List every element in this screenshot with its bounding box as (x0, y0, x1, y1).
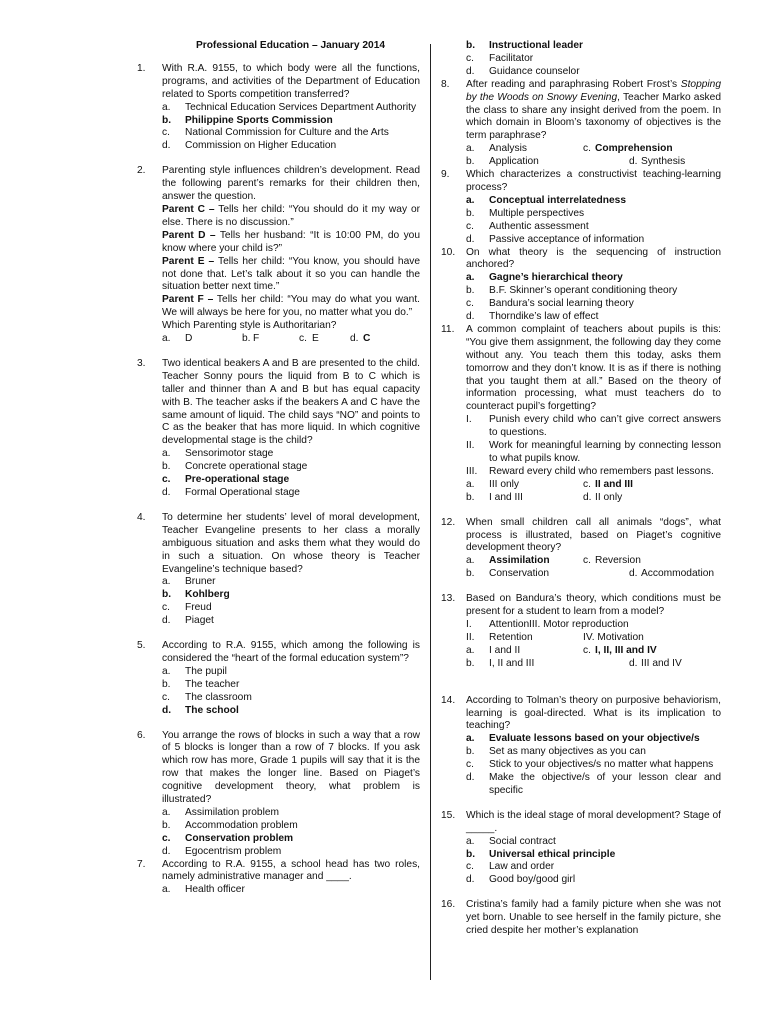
question-15 (441, 810, 721, 887)
option-text: Conceptual interrelatedness (489, 194, 627, 206)
option-letter: b. (162, 589, 172, 601)
inline-options (162, 333, 420, 346)
option-text: Accommodation (641, 568, 715, 580)
option-text: E (312, 333, 319, 345)
option-letter: a. (162, 806, 171, 818)
options-list (466, 836, 721, 888)
question-number: 13. (441, 593, 456, 605)
option-letter: c. (583, 143, 591, 155)
question-3 (137, 358, 420, 500)
option-text: Evaluate lessons based on your objective/s (489, 733, 700, 745)
options-row-1 (466, 479, 721, 492)
question-stem: With R.A. 9155, to which body were all the functions, programs, and activities of the Department of Education related to Sports competition transferred? (162, 62, 420, 100)
left-column (137, 40, 420, 897)
option-text: Technical Education Services Department Authority (185, 101, 417, 113)
option-letter: a. (162, 101, 171, 113)
option-text: D (185, 333, 193, 345)
option-text-answer: Assimilation (489, 555, 550, 567)
stem-text: After reading and paraphrasing Robert Frost’s (466, 78, 681, 90)
options-row-1 (466, 555, 721, 568)
option-text: Universal ethical principle (489, 848, 616, 860)
option-d (162, 140, 420, 153)
option-c (162, 127, 420, 140)
options-list (162, 448, 420, 500)
question-4 (137, 512, 420, 628)
parent-f-remark (162, 294, 420, 320)
option-letter: b. (162, 461, 171, 473)
option-letter: c. (466, 220, 474, 232)
question-stem: A common complaint of teachers about pupils is this: “You give them assignment, the following day they come without any. You teach them this today, asks them tomorrow and they don’t know. It is as if there is nothing that you taught them at all.” Based on the theory of information processing, what must teachers do to counteract pupil’s forgetting? (466, 323, 721, 413)
question-1 (137, 63, 420, 153)
question-number: 5. (137, 640, 146, 652)
question-stem: You arrange the rows of blocks in such a way that a row of 5 blocks is longer than a row of 7 blocks. If you ask which row has more, Grade 1 pupils will say that it is the row that makes the longer line. Based on Piaget’s cognitive development theory, what problem is illustrated? (162, 729, 420, 806)
option-text: Punish every child who can’t give correct answers to questions. (489, 414, 721, 439)
option-c (466, 53, 721, 66)
question-number: 3. (137, 357, 146, 369)
question-stem: Parenting style influences children’s development. Read the following parent’s remarks for their children then, answer the question. (162, 165, 420, 203)
option-c (162, 692, 420, 705)
parent-d-remark (162, 230, 420, 256)
option-text: II only (595, 491, 623, 503)
option-letter: d. (162, 487, 171, 498)
option-letter: d. (629, 568, 638, 580)
option-text: Conservation problem (185, 832, 294, 844)
parent-label: Parent D – (162, 229, 216, 241)
option-letter: c. (162, 691, 170, 703)
question-number: 15. (441, 809, 456, 821)
option-letter: a. (162, 884, 171, 896)
option-text-answer: Comprehension (595, 143, 673, 155)
option-letter: c. (299, 333, 307, 345)
roman-option-2 (466, 440, 721, 466)
option-text: Concrete operational stage (185, 461, 308, 473)
option-text: Philippine Sports Commission (185, 114, 333, 126)
parent-text: Tells her child: “You know, you should have not done that. Let’s talk about it so you can handle the situation better next time.” (162, 255, 420, 293)
option-letter: d. (466, 874, 475, 886)
parent-label: Parent E – (162, 255, 215, 267)
option-c-answer (162, 474, 420, 487)
option-letter: b. (466, 491, 475, 503)
option-text: The teacher (185, 678, 240, 690)
option-letter: c. (466, 298, 474, 310)
condition-text: III. Motor reproduction (529, 618, 629, 630)
option-text: III only (489, 478, 520, 490)
options-list (162, 102, 420, 154)
option-text: Social contract (489, 835, 556, 847)
option-c (466, 298, 721, 311)
question-10 (441, 247, 721, 324)
question-8 (441, 79, 721, 169)
question-number: 11. (441, 323, 455, 335)
condition-text: IV. Motivation (583, 631, 644, 643)
option-letter: c. (583, 644, 591, 656)
question-number: 2. (137, 165, 146, 177)
question-prompt: Which Parenting style is Authoritarian? (162, 320, 337, 332)
options-row-1 (466, 645, 721, 658)
option-b (162, 461, 420, 474)
option-text: Instructional leader (489, 40, 583, 51)
option-text: Egocentrism problem (185, 845, 282, 857)
option-text: Application (489, 156, 539, 168)
option-text: Freud (185, 602, 212, 614)
option-letter: d. (629, 156, 638, 168)
option-text: Piaget (185, 615, 214, 627)
options-row-1 (466, 143, 721, 156)
option-d (162, 846, 420, 859)
question-14 (441, 695, 721, 798)
option-b-answer (466, 849, 721, 862)
option-letter: d. (162, 140, 171, 152)
question-11 (441, 324, 721, 505)
question-stem: When small children call all animals “dogs”, what process is illustrated, based on Piaget’s cognitive development theory? (466, 516, 721, 554)
question-stem: Two identical beakers A and B are presented to the child. Teacher Sonny pours the liquid from B to C which is taller and thinner than A and B but has equal capacity with B. The teacher asks if the beakers A and C have the same amount of liquid. The child says “NO” and points to C as the beaker that has more liquid. In which cognitive developmental stage is the child? (162, 357, 420, 447)
roman-numeral: I. (466, 618, 472, 630)
option-text: Set as many objectives as you can (489, 746, 646, 758)
question-13 (441, 593, 721, 670)
parent-text: Tells her husband: “It is 10:00 PM, do you know where your child is?” (162, 229, 420, 254)
option-letter: a. (162, 576, 171, 588)
stem-text: , Teacher Marko asked the class to share any insight derived from the poem. In which domain in Bloom’s taxonomy of objectives is the term paraphrase? (466, 91, 721, 142)
question-7-continued (441, 40, 721, 79)
options-list (466, 272, 721, 324)
option-letter: a. (466, 555, 475, 567)
option-a-answer (466, 195, 721, 208)
question-number: 8. (441, 78, 450, 90)
question-stem: To determine her students’ level of moral development, Teacher Evangeline presents to her class a morally ambiguous situation and asks them what they would do in such a situation. On whose theory is Teacher Evangeline’s technique based? (162, 511, 420, 575)
question-stem: Which characterizes a constructivist teaching-learning process? (466, 169, 721, 193)
option-b (466, 746, 721, 759)
option-d (466, 66, 721, 79)
right-column (441, 40, 721, 938)
option-text: Gagne’s hierarchical theory (489, 272, 623, 284)
roman-numeral: II. (466, 631, 475, 643)
question-stem: According to R.A. 9155, a school head has two roles, namely administrative manager and ____. (162, 858, 420, 883)
option-d (466, 874, 721, 887)
question-stem: Cristina’s family had a family picture when she was not yet born. Unable to see herself in the family picture, she cried despite her mother’s explanation (466, 899, 721, 937)
option-letter: c. (162, 832, 171, 844)
option-letter: c. (162, 602, 170, 614)
options-list (466, 195, 721, 247)
conditions-row-2 (466, 632, 721, 645)
option-a (162, 102, 420, 115)
option-text: Thorndike’s law of effect (489, 311, 599, 323)
condition-text: Attention (489, 618, 530, 630)
option-letter: b. (466, 156, 475, 168)
option-letter: c. (466, 759, 474, 771)
question-stem: According to Tolman’s theory on purposive behaviorism, learning is goal-directed. What is its implication to teaching? (466, 694, 721, 732)
option-letter: d. (162, 845, 171, 857)
question-number: 14. (441, 694, 456, 706)
option-letter: b. (466, 657, 475, 669)
option-text: F (253, 333, 260, 345)
roman-option-3 (466, 466, 721, 479)
option-letter: d. (350, 333, 359, 345)
option-letter: d. (466, 772, 475, 784)
option-text: Sensorimotor stage (185, 448, 274, 460)
option-text-answer: C (363, 333, 371, 345)
option-letter: b. (466, 207, 475, 219)
option-a (162, 448, 420, 461)
option-letter: c. (162, 474, 171, 486)
option-c (466, 759, 721, 772)
option-letter: a. (466, 478, 475, 490)
option-text: The school (185, 704, 239, 716)
option-text: III and IV (641, 657, 682, 669)
roman-options (466, 414, 721, 479)
option-letter: d. (466, 233, 475, 245)
option-text: B.F. Skinner’s operant conditioning theory (489, 285, 678, 297)
option-d (466, 311, 721, 324)
option-text: Assimilation problem (185, 806, 279, 818)
question-5 (137, 640, 420, 717)
option-b (466, 285, 721, 298)
options-list (162, 576, 420, 628)
option-text: Make the objective/s of your lesson clear and specific (489, 772, 721, 796)
option-letter: b. (162, 678, 171, 690)
option-letter: d. (583, 491, 592, 503)
options-row-2 (466, 658, 721, 671)
option-letter: a. (466, 143, 475, 155)
option-b (162, 820, 420, 833)
option-text: Analysis (489, 143, 527, 155)
option-text: National Commission for Culture and the Arts (185, 127, 389, 139)
question-16 (441, 899, 721, 938)
option-letter: a. (162, 448, 171, 460)
option-text: I and II (489, 644, 521, 656)
question-number: 10. (441, 246, 456, 258)
question-stem: According to R.A. 9155, which among the following is considered the “heart of the formal education system”? (162, 640, 420, 664)
option-text: The pupil (185, 665, 227, 677)
option-text: Bandura’s social learning theory (489, 298, 634, 310)
option-text: Conservation (489, 568, 550, 580)
question-number: 4. (137, 511, 146, 523)
poem-title: Stopping by the Woods on Snowy Evening (466, 78, 721, 103)
question-number: 16. (441, 899, 456, 911)
options-list (162, 807, 420, 859)
conditions-row-1 (466, 619, 721, 632)
question-9 (441, 169, 721, 246)
roman-numeral: II. (466, 440, 475, 452)
option-text: Good boy/good girl (489, 874, 576, 886)
option-letter: d. (466, 311, 475, 323)
roman-numeral: III. (466, 465, 478, 477)
option-letter: d. (466, 65, 475, 77)
option-letter: d. (162, 704, 172, 716)
option-letter: c. (583, 555, 591, 567)
option-letter: a. (466, 272, 475, 284)
question-stem (466, 79, 721, 144)
question-12 (441, 517, 721, 582)
option-text: Commission on Higher Education (185, 140, 337, 152)
option-a (466, 836, 721, 849)
options-list (162, 666, 420, 718)
question-stem: Based on Bandura’s theory, which conditions must be present for a student to learn from a model? (466, 593, 721, 618)
parent-label: Parent C – (162, 203, 215, 215)
option-a (162, 666, 420, 679)
option-d-answer (162, 705, 420, 718)
option-letter: b. (466, 285, 475, 297)
parent-e-remark (162, 256, 420, 295)
option-text-answer: I, II, III and IV (595, 644, 657, 656)
options-row-2 (466, 492, 721, 505)
options-row-2 (466, 568, 721, 581)
option-text: Authentic assessment (489, 220, 589, 232)
parent-text: Tells her child: “You may do what you want. We will always be here for you, no matter what you do.” (162, 294, 420, 319)
parent-c-remark (162, 204, 420, 230)
question-number: 12. (441, 516, 456, 528)
question-6 (137, 730, 420, 859)
parent-text: Tells her child: “You should do it my way or else. There is no discussion.” (162, 203, 420, 228)
option-d (466, 234, 721, 247)
option-letter: a. (162, 665, 171, 677)
option-letter: b. (242, 333, 251, 345)
option-text: Guidance counselor (489, 65, 580, 77)
option-letter: a. (466, 733, 475, 745)
option-text: Passive acceptance of information (489, 233, 645, 245)
option-b-answer (162, 589, 420, 602)
question-number: 1. (137, 62, 146, 74)
option-letter: c. (583, 478, 591, 490)
question-stem: Which is the ideal stage of moral development? Stage of _____. (466, 809, 721, 834)
option-letter: d. (162, 615, 171, 627)
option-b-answer (162, 115, 420, 128)
option-text: Stick to your objectives/s no matter what happens (489, 759, 714, 771)
option-c (162, 602, 420, 615)
question-number: 9. (441, 169, 450, 181)
option-a (162, 807, 420, 820)
option-text: Multiple perspectives (489, 207, 585, 219)
option-letter: a. (466, 835, 475, 847)
option-letter: b. (466, 40, 476, 51)
option-letter: c. (162, 127, 170, 139)
roman-option-1 (466, 414, 721, 440)
options-list (162, 884, 420, 897)
option-text: I, II and III (489, 657, 535, 669)
option-letter: c. (466, 52, 474, 64)
option-text: Pre-operational stage (185, 474, 290, 486)
option-text: Health officer (185, 884, 245, 896)
option-letter: b. (162, 114, 172, 126)
option-text: Bruner (185, 576, 216, 588)
option-b-answer (466, 40, 721, 53)
option-text: Reversion (595, 555, 641, 567)
option-c-answer (162, 833, 420, 846)
option-text: Facilitator (489, 52, 534, 64)
parent-label: Parent F – (162, 294, 214, 306)
option-a (162, 576, 420, 589)
option-letter: b. (162, 819, 171, 831)
option-text: Synthesis (641, 156, 686, 168)
condition-text: Retention (489, 631, 533, 643)
option-c (466, 861, 721, 874)
option-d (162, 615, 420, 628)
option-text: Kohlberg (185, 589, 230, 601)
option-text: Accommodation problem (185, 819, 298, 831)
option-letter: a. (466, 194, 475, 206)
question-stem: On what theory is the sequencing of instruction anchored? (466, 246, 721, 271)
options-list (466, 40, 721, 79)
option-text: Work for meaningful learning by connecting lesson to what pupils know. (489, 440, 721, 464)
option-letter: a. (162, 333, 171, 345)
document-title: Professional Education – January 2014 (195, 40, 386, 51)
option-text: The classroom (185, 691, 252, 703)
option-letter: b. (466, 746, 475, 758)
option-b (162, 679, 420, 692)
option-text: Reward every child who remembers past lessons. (489, 465, 714, 477)
option-a-answer (466, 272, 721, 285)
option-letter: a. (466, 644, 475, 656)
option-text: Law and order (489, 861, 555, 873)
question-2 (137, 165, 420, 346)
option-text: Formal Operational stage (185, 487, 300, 498)
question-7 (137, 859, 420, 898)
option-letter: c. (466, 861, 474, 873)
option-letter: b. (466, 568, 475, 580)
option-c (466, 221, 721, 234)
option-b (466, 208, 721, 221)
option-text: I and III (489, 491, 523, 503)
option-letter: d. (629, 657, 638, 669)
question-number: 6. (137, 729, 146, 741)
option-d (162, 487, 420, 500)
option-a-answer (466, 733, 721, 746)
options-row-2 (466, 156, 721, 169)
option-d (466, 772, 721, 798)
option-text-answer: II and III (595, 478, 633, 490)
column-divider (430, 44, 431, 980)
question-number: 7. (137, 858, 146, 870)
option-letter: b. (466, 848, 476, 860)
options-list (466, 733, 721, 798)
option-a (162, 884, 420, 897)
roman-numeral: I. (466, 414, 472, 426)
